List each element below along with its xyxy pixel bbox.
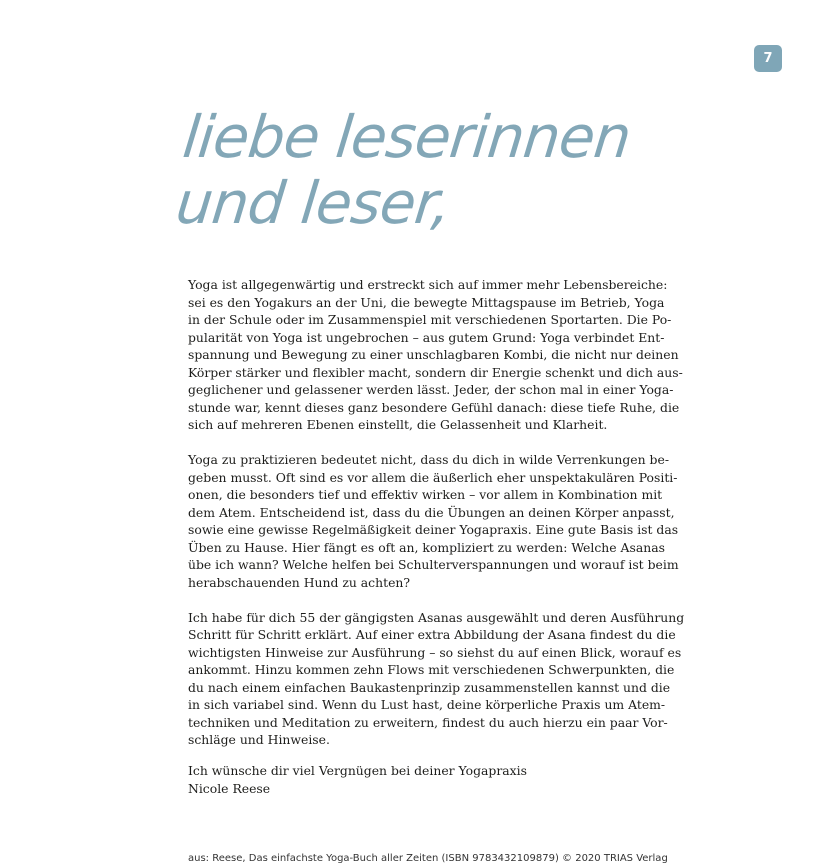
- paragraph-3: [188, 609, 685, 749]
- text-line: herabschauenden Hund zu achten?: [188, 574, 411, 590]
- text-line: Körper stärker und flexibler macht, sondern dir Energie schenkt und dich aus-: [188, 364, 683, 380]
- page-number-badge: 7: [754, 45, 782, 72]
- paragraph-2: [188, 451, 679, 591]
- text-line: onen, die besonders tief und effektiv wirken – vor allem in Kombination mit: [188, 487, 663, 502]
- text-line: dem Atem. Entscheidend ist, dass du die Übungen an deinen Körper anpasst,: [188, 504, 675, 520]
- text-line: schläge und Hinweise.: [188, 732, 330, 747]
- text-line: Yoga ist allgegenwärtig und erstreckt sich auf immer mehr Lebensbereiche:: [188, 277, 668, 292]
- heading-line-1: liebe leserinnen: [179, 103, 634, 171]
- heading-line-2: und leser,: [172, 169, 454, 237]
- text-line: sei es den Yogakurs an der Uni, die bewegte Mittagspause im Betrieb, Yoga: [188, 294, 665, 310]
- text-line: wichtigsten Hinweise zur Ausführung – so siehst du auf einen Blick, worauf es: [188, 644, 682, 660]
- text-line: Schritt für Schritt erklärt. Auf einer extra Abbildung der Asana findest du die: [188, 627, 676, 642]
- paragraph-1: [188, 276, 683, 434]
- text-line: in der Schule oder im Zusammenspiel mit verschiedenen Sportarten. Die Po-: [188, 312, 672, 327]
- signoff-wish: Ich wünsche dir viel Vergnügen bei deiner Yogapraxis: [188, 763, 527, 778]
- text-line: geglichener und gelassener werden lässt. Jeder, der schon mal in einer Yoga-: [188, 382, 674, 397]
- text-line: übe ich wann? Welche helfen bei Schulterverspannungen und worauf ist beim: [188, 557, 679, 572]
- text-line: ankommt. Hinzu kommen zehn Flows mit verschiedenen Schwerpunkten, die: [188, 662, 675, 677]
- text-line: Ich habe für dich 55 der gängigsten Asanas ausgewählt und deren Ausführung: [188, 609, 685, 625]
- text-line: geben musst. Oft sind es vor allem die äußerlich eher unspektakulären Positi-: [188, 469, 678, 485]
- body-text: [188, 276, 685, 766]
- text-line: Üben zu Hause. Hier fängt es oft an, kompliziert zu werden: Welche Asanas: [188, 539, 665, 555]
- text-line: pularität von Yoga ist ungebrochen – aus gutem Grund: Yoga verbindet Ent-: [188, 329, 665, 345]
- source-footer: aus: Reese, Das einfachste Yoga-Buch aller Zeiten (ISBN 9783432109879) © 2020 TRIAS Verlag: [188, 853, 668, 864]
- author-name: Nicole Reese: [188, 780, 271, 796]
- text-line: du nach einem einfachen Baukastenprinzip zusammenstellen kannst und die: [188, 679, 671, 695]
- text-line: Yoga zu praktizieren bedeutet nicht, dass du dich in wilde Verrenkungen be-: [188, 452, 670, 467]
- signoff: [188, 762, 527, 797]
- text-line: in sich variabel sind. Wenn du Lust hast, deine körperliche Praxis um Atem-: [188, 697, 666, 712]
- text-line: sich auf mehreren Ebenen einstellt, die Gelassenheit und Klarheit.: [188, 417, 608, 432]
- text-line: stunde war, kennt dieses ganz besondere Gefühl danach: diese tiefe Ruhe, die: [188, 399, 680, 415]
- text-line: sowie eine gewisse Regelmäßigkeit deiner Yogapraxis. Eine gute Basis ist das: [188, 522, 679, 537]
- text-line: spannung und Bewegung zu einer unschlagbaren Kombi, die nicht nur deinen: [188, 347, 679, 362]
- text-line: techniken und Meditation zu erweitern, findest du auch hierzu ein paar Vor-: [188, 714, 668, 730]
- page-heading: [173, 104, 633, 236]
